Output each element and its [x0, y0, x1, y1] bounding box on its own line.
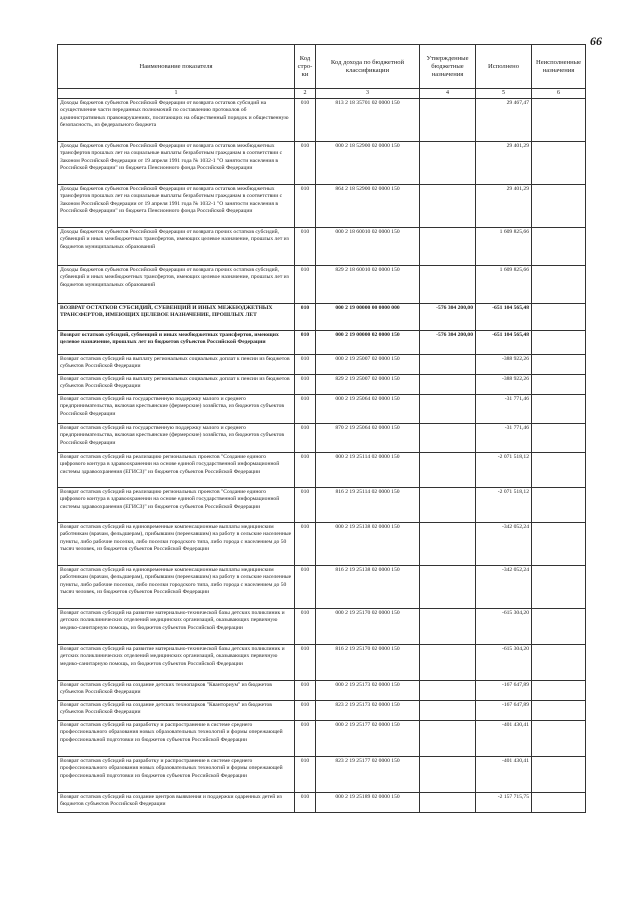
- row-income-code: 816 2 19 25114 02 0000 150: [316, 488, 420, 523]
- row-unexecuted: [532, 523, 586, 566]
- row-name: Возврат остатков субсидий на государственную поддержку малого и среднего предпринимательства, включая крестьянские (фермерские) хозяйства, из бюджетов субъектов Российской Федерации: [58, 424, 295, 453]
- row-executed: -615 304,20: [476, 645, 532, 681]
- table-row: [58, 453, 586, 488]
- header-row: [58, 45, 586, 89]
- row-executed: 1 609 825,66: [476, 228, 532, 266]
- row-name: Возврат остатков субсидий на единовременные компенсационные выплаты медицинским работникам (врачам, фельдшерам), прибывшим (переехавшим) на работу в сельские населенные пункты, либо рабочие поселки, либо поселки городского типа, либо города с населением до 50 тысяч человек, из бюджетов субъектов Российской Федерации: [58, 566, 295, 609]
- row-executed: -401 430,41: [476, 757, 532, 793]
- row-approved: [420, 701, 476, 721]
- row-income-code: 823 2 19 25173 02 0000 150: [316, 701, 420, 721]
- row-unexecuted: [532, 609, 586, 645]
- table-row: [58, 488, 586, 523]
- row-approved: [420, 395, 476, 424]
- row-unexecuted: [532, 701, 586, 721]
- row-name: Возврат остатков субсидий на создание центров выявления и поддержки одаренных детей из бюджетов субъектов Российской Федерации: [58, 793, 295, 813]
- row-unexecuted: [532, 488, 586, 523]
- row-line-code: 010: [295, 453, 316, 488]
- row-line-code: 010: [295, 228, 316, 266]
- row-name: Доходы бюджетов субъектов Российской Федерации от возврата остатков субсидий на осуществление части переданных полномочий по составлению протоколов об административных правонарушениях, посягающих на общественный порядок и общественную безопасность, из федерального бюджета: [58, 99, 295, 142]
- row-approved: -576 304 200,00: [420, 331, 476, 355]
- table-row: [58, 228, 586, 266]
- row-unexecuted: [532, 681, 586, 701]
- table-row: [58, 609, 586, 645]
- table-row: [58, 304, 586, 331]
- row-unexecuted: [532, 99, 586, 142]
- row-unexecuted: [532, 453, 586, 488]
- row-unexecuted: [532, 142, 586, 185]
- row-unexecuted: [532, 424, 586, 453]
- row-name: Доходы бюджетов субъектов Российской Федерации от возврата прочих остатков субсидий, субвенций и иных межбюджетных трансфертов, имеющих целевое назначение, прошлых лет из бюджетов муниципальных образований: [58, 266, 295, 304]
- row-unexecuted: [532, 304, 586, 331]
- row-income-code: 000 2 19 25177 02 0000 150: [316, 721, 420, 757]
- row-income-code: 829 2 18 60010 02 0000 150: [316, 266, 420, 304]
- col-number: 1: [58, 89, 295, 99]
- table-row: [58, 375, 586, 395]
- row-income-code: 000 2 18 60010 02 0000 150: [316, 228, 420, 266]
- row-name: Возврат остатков субсидий на единовременные компенсационные выплаты медицинским работникам (врачам, фельдшерам), прибывшим (переехавшим) на работу в сельские населенные пункты, либо рабочие поселки, либо поселки городского типа, либо города с населением до 50 тысяч человек, из бюджетов субъектов Российской Федерации: [58, 523, 295, 566]
- row-unexecuted: [532, 331, 586, 355]
- row-name: Доходы бюджетов субъектов Российской Федерации от возврата прочих остатков субсидий, субвенций и иных межбюджетных трансфертов, имеющих целевое назначение, прошлых лет из бюджетов муниципальных образований: [58, 228, 295, 266]
- row-name: Возврат остатков субсидий на создание детских технопарков "Кванториум" из бюджетов субъектов Российской Федерации: [58, 681, 295, 701]
- row-name: Возврат остатков субсидий на выплату региональных социальных доплат к пенсии из бюджетов субъектов Российской Федерации: [58, 355, 295, 375]
- table-row: [58, 566, 586, 609]
- row-name: Возврат остатков субсидий на развитие материально-технической базы детских поликлиник и детских поликлинических отделений медицинских организаций, оказывающих первичную медико-санитарную помощь, из бюджетов субъектов Российской Федерации: [58, 645, 295, 681]
- row-executed: -401 430,41: [476, 721, 532, 757]
- row-executed: -2 071 518,12: [476, 488, 532, 523]
- row-name: Возврат остатков субсидий, субвенций и иных межбюджетных трансфертов, имеющих целевое назначение, прошлых лет из бюджетов субъектов Российской Федерации: [58, 331, 295, 355]
- budget-report-table: [57, 44, 586, 813]
- col-number: 2: [295, 89, 316, 99]
- row-unexecuted: [532, 355, 586, 375]
- row-line-code: 010: [295, 793, 316, 813]
- row-approved: [420, 645, 476, 681]
- column-number-row: [58, 89, 586, 99]
- row-executed: 29 401,29: [476, 142, 532, 185]
- table-row: [58, 395, 586, 424]
- row-executed: -388 922,26: [476, 375, 532, 395]
- row-unexecuted: [532, 645, 586, 681]
- col-header-line: Код стро-ки: [295, 45, 316, 89]
- row-approved: [420, 266, 476, 304]
- row-name: Возврат остатков субсидий на создание детских технопарков "Кванториум" из бюджетов субъектов Российской Федерации: [58, 701, 295, 721]
- row-line-code: 010: [295, 701, 316, 721]
- row-name: Возврат остатков субсидий на выплату региональных социальных доплат к пенсии из бюджетов субъектов Российской Федерации: [58, 375, 295, 395]
- table-row: [58, 266, 586, 304]
- row-approved: [420, 375, 476, 395]
- col-number: 5: [476, 89, 532, 99]
- row-line-code: 010: [295, 721, 316, 757]
- row-income-code: 000 2 19 00000 00 0000 000: [316, 304, 420, 331]
- row-income-code: 000 2 19 25114 02 0000 150: [316, 453, 420, 488]
- row-line-code: 010: [295, 142, 316, 185]
- row-income-code: 823 2 19 25177 02 0000 150: [316, 757, 420, 793]
- row-unexecuted: [532, 793, 586, 813]
- col-header-executed: Исполнено: [476, 45, 532, 89]
- row-line-code: 010: [295, 757, 316, 793]
- row-approved: [420, 523, 476, 566]
- row-executed: 1 609 825,66: [476, 266, 532, 304]
- row-name: Возврат остатков субсидий на разработку и распространение в системе среднего профессионального образования новых образовательных технологий и формы опережающей профессиональной подготовки из бюджетов субъектов Российской Федерации: [58, 757, 295, 793]
- row-line-code: 010: [295, 266, 316, 304]
- row-income-code: 000 2 19 25138 02 0000 150: [316, 523, 420, 566]
- row-line-code: 010: [295, 304, 316, 331]
- table-row: [58, 645, 586, 681]
- row-approved: [420, 228, 476, 266]
- row-name: Возврат остатков субсидий на реализацию региональных проектов "Создание единого цифрового контура в здравоохранении на основе единой государственной информационной системы здравоохранения (ЕГИСЗ)" из бюджетов субъектов Российской Федерации: [58, 453, 295, 488]
- row-income-code: 816 2 19 25138 02 0000 150: [316, 566, 420, 609]
- col-number: 6: [532, 89, 586, 99]
- row-line-code: 010: [295, 395, 316, 424]
- row-approved: [420, 185, 476, 228]
- table-row: [58, 523, 586, 566]
- row-unexecuted: [532, 266, 586, 304]
- row-line-code: 010: [295, 566, 316, 609]
- row-approved: [420, 566, 476, 609]
- row-approved: [420, 721, 476, 757]
- row-line-code: 010: [295, 185, 316, 228]
- row-name: Возврат остатков субсидий на государственную поддержку малого и среднего предпринимательства, включая крестьянские (фермерские) хозяйства, из бюджетов субъектов Российской Федерации: [58, 395, 295, 424]
- row-line-code: 010: [295, 681, 316, 701]
- table-row: [58, 681, 586, 701]
- row-income-code: 000 2 19 00000 02 0000 150: [316, 331, 420, 355]
- row-unexecuted: [532, 185, 586, 228]
- row-executed: -342 052,24: [476, 523, 532, 566]
- row-unexecuted: [532, 721, 586, 757]
- row-executed: -651 104 565,48: [476, 304, 532, 331]
- table-row: [58, 99, 586, 142]
- row-line-code: 010: [295, 645, 316, 681]
- row-name: Доходы бюджетов субъектов Российской Федерации от возврата остатков межбюджетных трансфертов прошлых лет на социальные выплаты безработным гражданам в соответствии с Законом Российской Федерации от 19 апреля 1991 года № 1032-1 "О занятости населения в Российской Федерации" из бюджета Пенсионного фонда Российской Федерации: [58, 142, 295, 185]
- row-income-code: 864 2 18 52900 02 0000 150: [316, 185, 420, 228]
- row-executed: 29 467,47: [476, 99, 532, 142]
- table-row: [58, 331, 586, 355]
- table-row: [58, 757, 586, 793]
- row-line-code: 010: [295, 424, 316, 453]
- row-approved: [420, 681, 476, 701]
- row-line-code: 010: [295, 609, 316, 645]
- table-row: [58, 721, 586, 757]
- table-row: [58, 355, 586, 375]
- row-approved: [420, 488, 476, 523]
- table-body: [58, 99, 586, 813]
- row-income-code: 000 2 19 25173 02 0000 150: [316, 681, 420, 701]
- row-approved: [420, 142, 476, 185]
- table-row: [58, 793, 586, 813]
- row-income-code: 829 2 19 25007 02 0000 150: [316, 375, 420, 395]
- row-approved: [420, 609, 476, 645]
- row-approved: -576 304 200,00: [420, 304, 476, 331]
- row-executed: 29 401,29: [476, 185, 532, 228]
- row-name: Возврат остатков субсидий на разработку и распространение в системе среднего профессионального образования новых образовательных технологий и формы опережающей профессиональной подготовки из бюджетов субъектов Российской Федерации: [58, 721, 295, 757]
- row-line-code: 010: [295, 99, 316, 142]
- table-row: [58, 142, 586, 185]
- row-executed: -651 104 565,48: [476, 331, 532, 355]
- table-row: [58, 701, 586, 721]
- row-line-code: 010: [295, 375, 316, 395]
- row-unexecuted: [532, 375, 586, 395]
- row-executed: -2 157 715,75: [476, 793, 532, 813]
- row-income-code: 000 2 19 25007 02 0000 150: [316, 355, 420, 375]
- row-income-code: 000 2 19 25170 02 0000 150: [316, 609, 420, 645]
- row-income-code: 000 2 19 25064 02 0000 150: [316, 395, 420, 424]
- table-row: [58, 185, 586, 228]
- row-executed: -167 647,89: [476, 681, 532, 701]
- row-name: Доходы бюджетов субъектов Российской Федерации от возврата остатков межбюджетных трансфертов прошлых лет на социальные выплаты безработным гражданам в соответствии с Законом Российской Федерации от 19 апреля 1991 года № 1032-1 "О занятости населения в Российской Федерации" из бюджета Пенсионного фонда Российской Федерации: [58, 185, 295, 228]
- row-executed: -31 771,46: [476, 424, 532, 453]
- row-approved: [420, 793, 476, 813]
- col-number: 3: [316, 89, 420, 99]
- row-unexecuted: [532, 566, 586, 609]
- row-unexecuted: [532, 395, 586, 424]
- row-approved: [420, 757, 476, 793]
- row-name: Возврат остатков субсидий на реализацию региональных проектов "Создание единого цифрового контура в здравоохранении на основе единой государственной информационной системы здравоохранения (ЕГИСЗ)" из бюджетов субъектов Российской Федерации: [58, 488, 295, 523]
- row-income-code: 813 2 18 35701 02 0000 150: [316, 99, 420, 142]
- col-header-unexecuted: Неисполненные назначения: [532, 45, 586, 89]
- row-line-code: 010: [295, 331, 316, 355]
- page-number: 66: [590, 34, 602, 48]
- row-income-code: 000 2 19 25189 02 0000 150: [316, 793, 420, 813]
- row-income-code: 000 2 18 52900 02 0000 150: [316, 142, 420, 185]
- col-header-name: Наименование показателя: [58, 45, 295, 89]
- row-name: ВОЗВРАТ ОСТАТКОВ СУБСИДИЙ, СУБВЕНЦИЙ И ИНЫХ МЕЖБЮДЖЕТНЫХ ТРАНСФЕРТОВ, ИМЕЮЩИХ ЦЕЛЕВОЕ НАЗНАЧЕНИЕ, ПРОШЛЫХ ЛЕТ: [58, 304, 295, 331]
- row-income-code: 870 2 19 25064 02 0000 150: [316, 424, 420, 453]
- table-row: [58, 424, 586, 453]
- row-name: Возврат остатков субсидий на развитие материально-технической базы детских поликлиник и детских поликлинических отделений медицинских организаций, оказывающих первичную медико-санитарную помощь, из бюджетов субъектов Российской Федерации: [58, 609, 295, 645]
- row-executed: -167 647,89: [476, 701, 532, 721]
- row-income-code: 816 2 19 25170 02 0000 150: [316, 645, 420, 681]
- row-approved: [420, 453, 476, 488]
- col-header-approved: Утвержденные бюджетные назначения: [420, 45, 476, 89]
- row-unexecuted: [532, 757, 586, 793]
- col-header-code: Код дохода по бюджетной классификации: [316, 45, 420, 89]
- col-number: 4: [420, 89, 476, 99]
- row-executed: -615 304,20: [476, 609, 532, 645]
- row-executed: -342 052,24: [476, 566, 532, 609]
- row-line-code: 010: [295, 355, 316, 375]
- row-executed: -388 922,26: [476, 355, 532, 375]
- row-unexecuted: [532, 228, 586, 266]
- row-executed: -31 771,46: [476, 395, 532, 424]
- row-executed: -2 071 518,12: [476, 453, 532, 488]
- row-approved: [420, 424, 476, 453]
- row-approved: [420, 99, 476, 142]
- row-line-code: 010: [295, 488, 316, 523]
- row-approved: [420, 355, 476, 375]
- row-line-code: 010: [295, 523, 316, 566]
